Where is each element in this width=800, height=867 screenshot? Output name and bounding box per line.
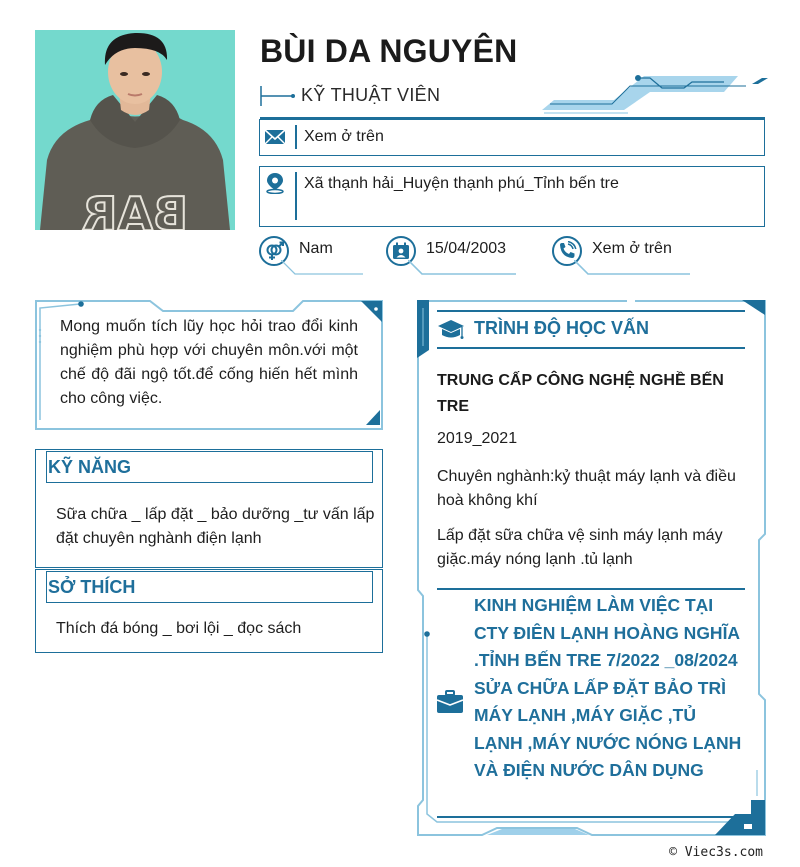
address-value: Xã thạnh hải_Huyện thạnh phú_Tỉnh bến tre: [304, 175, 619, 192]
hobbies-heading: SỞ THÍCH: [48, 577, 136, 597]
envelope-icon: [264, 126, 286, 148]
phone-underline-decoration: [574, 260, 692, 276]
avatar-photo: [35, 30, 235, 230]
portrait-image: [35, 30, 235, 230]
field-separator: [295, 172, 297, 220]
career-objective-section: [35, 300, 383, 430]
email-field: [259, 119, 765, 156]
title-connector-decoration: [260, 86, 296, 106]
birthday-underline-decoration: [408, 260, 518, 276]
objective-text: Mong muốn tích lũy học hỏi trao đổi kinh nghiệm phù hợp với chuyên môn.với một chế độ đãi ngộ tốt.để cống hiến hết mình cho công việc.: [60, 318, 358, 407]
education-experience-section: [417, 300, 766, 836]
hobbies-text: Thích đá bóng _ bơi lội _ đọc sách: [56, 620, 302, 637]
birthday-item: [386, 236, 526, 276]
education-years: 2019_2021: [437, 430, 518, 447]
candidate-name: BÙI DA NGUYÊN: [260, 33, 518, 69]
education-major: Chuyên nghành:kỷ thuật máy lạnh và điều hoà không khí: [437, 468, 736, 509]
email-value: Xem ở trên: [304, 128, 384, 145]
skills-text: Sữa chữa _ lấp đặt _ bảo dưỡng _tư vấn lấp đặt chuyên nghành điện lạnh: [56, 506, 375, 547]
briefcase-icon: [436, 690, 464, 714]
gender-value: Nam: [299, 240, 333, 257]
experience-top-divider: [437, 588, 745, 590]
field-separator: [295, 125, 297, 149]
education-heading: TRÌNH ĐỘ HỌC VẤN: [474, 318, 649, 338]
education-heading-divider: [437, 347, 745, 349]
experience-bottom-divider: [437, 816, 745, 818]
experience-text: KINH NGHIỆM LÀM VIỆC TẠI CTY ĐIÊN LẠNH HOÀNG NGHĨA .TỈNH BẾN TRE 7/2022 _08/2024 SỬA CHỮA LẤP ĐẶT BẢO TRÌ MÁY LẠNH ,MÁY GIẶC ,TỦ LẠNH ,MÁY NƯỚC NÓNG LẠNH VÀ ĐIỆN NƯỚC DÂN DỤNG: [474, 595, 742, 780]
map-pin-icon: [264, 172, 286, 194]
skills-heading: KỸ NĂNG: [48, 457, 132, 477]
svg-text:BAR: BAR: [81, 187, 189, 230]
education-description: Lấp đặt sữa chữa vệ sinh máy lạnh máy giặc.máy nóng lạnh .tủ lạnh: [437, 527, 723, 568]
circuit-decoration: [540, 74, 770, 114]
job-title: KỸ THUẬT VIÊN: [301, 85, 441, 105]
phone-item: [552, 236, 692, 276]
school-name: TRUNG CẤP CÔNG NGHỆ NGHỀ BẾN TRE: [437, 372, 724, 415]
address-field: [259, 166, 765, 227]
birthday-value: 15/04/2003: [426, 240, 507, 257]
watermark: © Viec3s.com: [669, 845, 763, 860]
skills-heading-box: [46, 451, 373, 483]
gender-underline-decoration: [281, 260, 365, 276]
gender-item: [259, 236, 369, 276]
hobbies-heading-box: [46, 571, 373, 603]
graduation-cap-icon: [437, 318, 465, 342]
education-top-divider: [437, 310, 745, 312]
phone-value: Xem ở trên: [592, 240, 672, 257]
hobbies-section: [35, 569, 383, 653]
skills-section: [35, 449, 383, 568]
